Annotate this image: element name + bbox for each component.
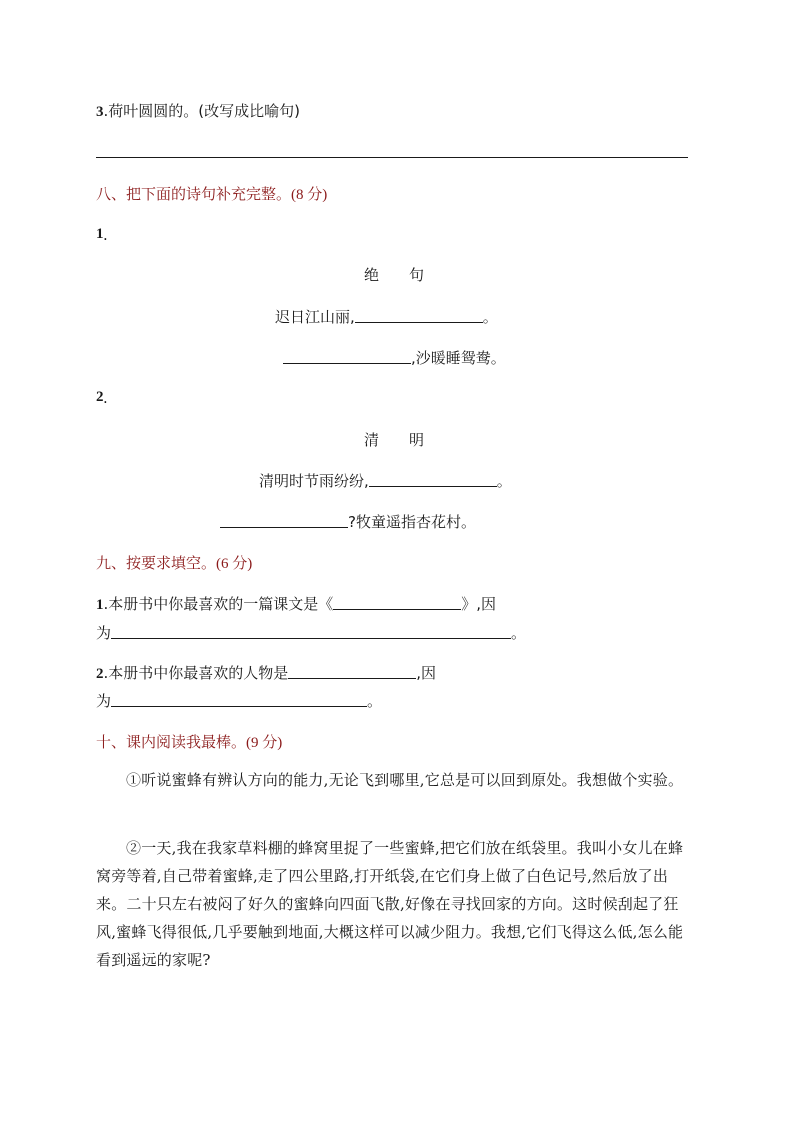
section10-score: (9 分) bbox=[246, 735, 283, 751]
s9-item1-reason-blank[interactable] bbox=[111, 624, 511, 639]
poem2-line1-end: 。 bbox=[496, 472, 512, 490]
poem2-line1-blank[interactable] bbox=[369, 472, 497, 487]
section9-title: 九、按要求填空。 bbox=[96, 554, 217, 572]
section9-heading bbox=[96, 552, 252, 573]
poem1-line1-start: 迟日江山丽, bbox=[275, 308, 355, 326]
poem1-line2-end: ,沙暖睡鸳鸯。 bbox=[411, 349, 506, 367]
poem2-title: 清 明 bbox=[364, 431, 425, 449]
poem2-line1-start: 清明时节雨纷纷, bbox=[259, 472, 369, 490]
s9-item2-text-b: ,因 bbox=[416, 664, 437, 682]
s9-item2-number: 2 bbox=[96, 666, 104, 682]
poem1-line1-end: 。 bbox=[482, 308, 498, 326]
poem2-line2-end: ?牧童遥指杏花村。 bbox=[348, 513, 476, 531]
poem1-number-dot: . bbox=[103, 226, 108, 244]
q3-answer-line[interactable] bbox=[96, 157, 688, 158]
s9-item1-line2 bbox=[96, 622, 526, 643]
s9-item1-line2-start: 为 bbox=[96, 624, 112, 642]
s9-item2-line1 bbox=[96, 662, 436, 683]
section8-title: 八、把下面的诗句补充完整。 bbox=[96, 185, 292, 203]
poem1-line1-blank[interactable] bbox=[355, 308, 483, 323]
poem1-line2-blank[interactable] bbox=[283, 349, 411, 364]
poem2-line2 bbox=[220, 511, 476, 532]
s9-item2-line2-end: 。 bbox=[367, 692, 383, 710]
s9-item1-text-a: .本册书中你最喜欢的一篇课文是《 bbox=[103, 595, 334, 613]
q3-line bbox=[96, 100, 300, 121]
poem2-number-dot: . bbox=[103, 389, 108, 407]
poem2-number: 2 bbox=[96, 389, 104, 405]
section10-heading bbox=[96, 731, 282, 752]
q3-text: .荷叶圆圆的。(改写成比喻句) bbox=[103, 102, 300, 120]
s9-item1-line2-end: 。 bbox=[511, 624, 527, 642]
s9-item2-line2 bbox=[96, 690, 382, 711]
section8-score: (8 分) bbox=[291, 187, 328, 203]
poem2-line1 bbox=[259, 470, 512, 491]
section8-heading bbox=[96, 183, 327, 204]
poem1-line2 bbox=[283, 347, 506, 368]
s9-item2-blank[interactable] bbox=[288, 664, 416, 679]
s9-item2-line2-start: 为 bbox=[96, 692, 112, 710]
poem2-line2-blank[interactable] bbox=[220, 513, 348, 528]
s9-item1-blank[interactable] bbox=[333, 595, 461, 610]
poem1-number: 1 bbox=[96, 226, 104, 242]
s9-item2-reason-blank[interactable] bbox=[111, 692, 367, 707]
section10-title: 十、课内阅读我最棒。 bbox=[96, 733, 247, 751]
reading-paragraph-2: ②一天,我在我家草料棚的蜂窝里捉了一些蜜蜂,把它们放在纸袋里。我叫小女儿在蜂窝旁等着,自己带着蜜蜂,走了四公里路,打开纸袋,在它们身上做了白色记号,然后放了出来。二十只左右被闷了好久的蜜蜂向四面飞散,好像在寻找回家的方向。这时候刮起了狂风,蜜蜂飞得很低,几乎要触到地面,大概这样可以减少阻力。我想,它们飞得这么低,怎么能看到遥远的家呢? bbox=[96, 839, 684, 969]
s9-item1-line1 bbox=[96, 593, 496, 614]
section9-score: (6 分) bbox=[216, 556, 253, 572]
s9-item1-text-b: 》,因 bbox=[461, 595, 497, 613]
s9-item2-text-a: .本册书中你最喜欢的人物是 bbox=[103, 664, 289, 682]
q3-number: 3 bbox=[96, 104, 104, 120]
poem1-line1 bbox=[275, 306, 498, 327]
s9-item1-number: 1 bbox=[96, 597, 104, 613]
reading-paragraph-1: ①听说蜜蜂有辨认方向的能力,无论飞到哪里,它总是可以回到原处。我想做个实验。 bbox=[126, 771, 684, 789]
poem1-title: 绝 句 bbox=[364, 266, 425, 284]
